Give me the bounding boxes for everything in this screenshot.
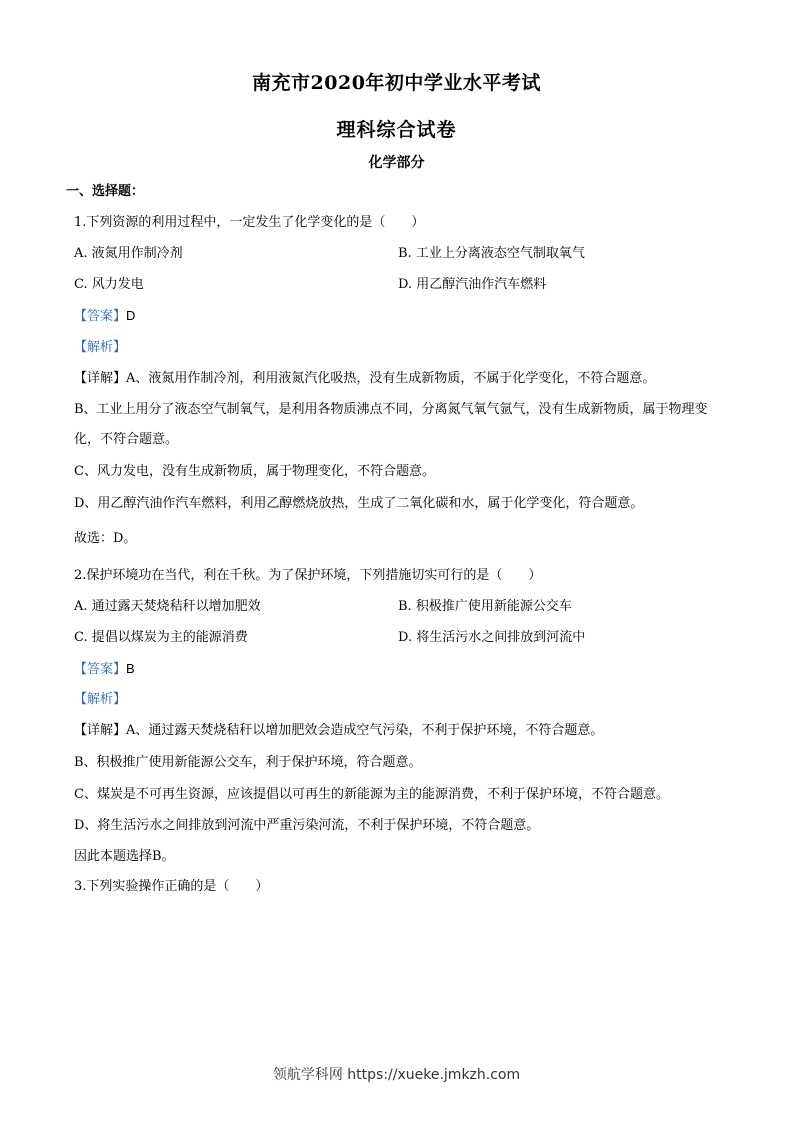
question-1-detail-d: D、用乙醇汽油作汽车燃料，利用乙醇燃烧放热，生成了二氧化碳和水，属于化学变化，符合题意。: [74, 496, 644, 511]
section-title: 化学部分: [368, 155, 425, 171]
question-1-conclusion: 故选：D。: [74, 531, 137, 546]
question-2-detail-c: C、煤炭是不可再生资源，应该提倡以可再生的新能源为主的能源消费，不利于保护环境，不符合题意。: [74, 787, 669, 802]
question-1-detail-c: C、风力发电，没有生成新物质，属于物理变化，不符合题意。: [74, 464, 435, 479]
question-3-stem: 3.下列实验操作正确的是（ ）: [74, 879, 269, 894]
part-heading: 一、选择题：: [66, 184, 145, 199]
answer-tag: 【答案】: [74, 309, 127, 324]
question-2-option-c: C. 提倡以煤炭为主的能源消费: [74, 630, 248, 645]
answer-value: B: [126, 661, 135, 676]
question-2-detail-d: D、将生活污水之间排放到河流中严重污染河流，不利于保护环境，不符合题意。: [74, 818, 540, 833]
question-2-conclusion: 因此本题选择B。: [74, 849, 175, 864]
question-1-analysis-tag: 【解析】: [74, 340, 127, 355]
question-1-stem: 1.下列资源的利用过程中，一定发生了化学变化的是（ ）: [74, 215, 425, 230]
question-1-option-c: C. 风力发电: [74, 277, 144, 292]
question-1-option-a: A. 液氮用作制冷剂: [74, 246, 183, 261]
question-2-analysis-tag: 【解析】: [74, 692, 127, 707]
question-2-option-d: D. 将生活污水之间排放到河流中: [398, 630, 586, 645]
question-1-detail-b: B、工业上用分了液态空气制氧气，是利用各物质沸点不同，分离氮气氧气氩气，没有生成新物质，属于物理变化，不符合题意。: [74, 402, 708, 447]
page-footer: 领航学科网 https://xueke.jmkzh.com: [272, 1067, 521, 1083]
question-2-detail-b: B、积极推广使用新能源公交车，利于保护环境，符合题意。: [74, 755, 422, 770]
question-1-option-d: D. 用乙醇汽油作汽车燃料: [398, 277, 547, 292]
answer-tag: 【答案】: [74, 662, 127, 677]
question-1-option-b: B. 工业上分离液态空气制取氧气: [398, 246, 585, 261]
exam-subtitle: 理科综合试卷: [336, 119, 457, 141]
question-2-detail-a: 【详解】A、通过露天焚烧秸秆以增加肥效会造成空气污染，不利于保护环境，不符合题意。: [74, 723, 604, 738]
question-2-option-b: B. 积极推广使用新能源公交车: [398, 599, 572, 614]
question-2-answer: [74, 661, 135, 678]
question-2-option-a: A. 通过露天焚烧秸秆以增加肥效: [74, 599, 261, 614]
question-1-detail-a: 【详解】A、液氮用作制冷剂，利用液氮汽化吸热，没有生成新物质，不属于化学变化，不符合题意。: [74, 371, 656, 386]
question-1-answer: [74, 308, 135, 325]
exam-title: 南充市2020年初中学业水平考试: [252, 72, 541, 94]
question-2-stem: 2.保护环境功在当代，利在千秋。为了保护环境，下列措施切实可行的是（ ）: [74, 568, 542, 583]
answer-value: D: [126, 308, 136, 323]
